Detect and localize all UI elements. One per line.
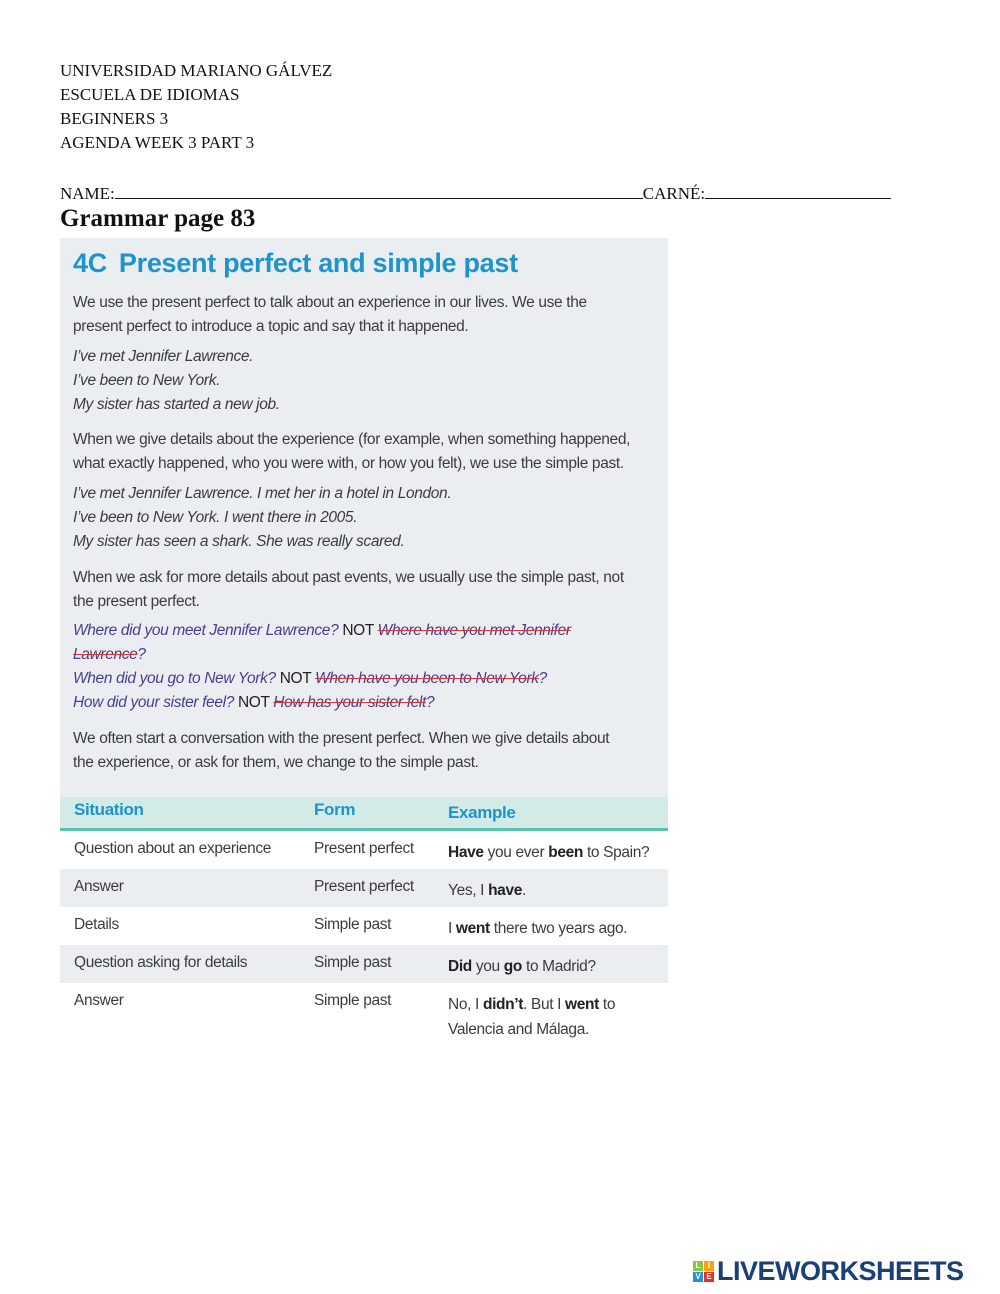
bold-verb: Have bbox=[448, 844, 484, 861]
agenda-title: AGENDA WEEK 3 PART 3 bbox=[60, 133, 255, 152]
cell-example bbox=[448, 916, 627, 941]
unit-number: 4C bbox=[73, 248, 107, 278]
example-text: to Madrid? bbox=[522, 958, 596, 975]
example-text: . bbox=[522, 882, 526, 899]
table-header bbox=[60, 797, 668, 831]
example-sentence: I’ve met Jennifer Lawrence. I met her in a hotel in London. bbox=[73, 485, 452, 502]
bold-verb: have bbox=[488, 882, 522, 899]
example-text: there two years ago. bbox=[489, 920, 628, 937]
example-sentence: I’ve been to New York. I went there in 2005. bbox=[73, 509, 358, 526]
cell-example bbox=[448, 992, 615, 1042]
cell-form: Simple past bbox=[314, 992, 392, 1009]
paragraph-line: We often start a conversation with the present perfect. When we give details about bbox=[73, 730, 610, 747]
example-sentence: I’ve been to New York. bbox=[73, 372, 221, 389]
incorrect-question: How has your sister felt bbox=[273, 694, 426, 711]
example-text: Yes, I bbox=[448, 882, 489, 899]
correct-question: How did your sister feel? bbox=[73, 694, 234, 711]
name-carne-line bbox=[60, 181, 891, 204]
university-name: UNIVERSIDAD MARIANO GÁLVEZ bbox=[60, 61, 333, 80]
carne-label: CARNÉ: bbox=[642, 184, 706, 203]
bold-verb: went bbox=[565, 996, 599, 1013]
not-word: NOT bbox=[279, 670, 312, 687]
incorrect-question: Lawrence bbox=[73, 646, 138, 663]
example-text: you ever bbox=[483, 844, 549, 861]
name-field[interactable] bbox=[115, 181, 643, 199]
example-text: to Spain? bbox=[583, 844, 650, 861]
paragraph-line: the present perfect. bbox=[73, 593, 200, 610]
cell-situation: Details bbox=[74, 916, 119, 933]
example-text: to bbox=[598, 996, 616, 1013]
example-sentence: My sister has started a new job. bbox=[73, 396, 280, 413]
correct-question: Where did you meet Jennifer Lawrence? bbox=[73, 622, 339, 639]
cell-form: Present perfect bbox=[314, 878, 414, 895]
table-row bbox=[60, 831, 668, 869]
question-mark: ? bbox=[425, 694, 435, 711]
bold-verb: didn’t bbox=[482, 996, 524, 1013]
logo-text: LIVEWORKSHEETS bbox=[717, 1256, 964, 1286]
paragraph-line: When we give details about the experience (for example, when something happened, bbox=[73, 431, 631, 448]
column-header-situation: Situation bbox=[74, 800, 144, 819]
example-text: No, I bbox=[448, 996, 483, 1013]
paragraph-line: present perfect to introduce a topic and say that it happened. bbox=[73, 318, 469, 335]
cell-situation: Answer bbox=[74, 992, 124, 1009]
cell-form: Simple past bbox=[314, 916, 392, 933]
table-row bbox=[60, 945, 668, 983]
cell-example bbox=[448, 840, 649, 865]
question-mark: ? bbox=[538, 670, 547, 687]
paragraph-line: the experience, or ask for them, we change to the simple past. bbox=[73, 754, 479, 771]
table-row bbox=[60, 983, 668, 1047]
example-sentence: My sister has seen a shark. She was really scared. bbox=[73, 533, 405, 550]
cell-example bbox=[448, 878, 526, 903]
example-text: . But I bbox=[523, 996, 566, 1013]
logo-letter-tile: L bbox=[693, 1261, 703, 1271]
incorrect-question: When have you been to New York bbox=[315, 670, 539, 687]
incorrect-question: Where have you met Jennifer bbox=[377, 622, 571, 639]
logo-letter-tile: V bbox=[693, 1272, 703, 1282]
paragraph-line: When we ask for more details about past events, we usually use the simple past, not bbox=[73, 569, 624, 586]
example-text: you bbox=[471, 958, 504, 975]
logo-letter-tile: E bbox=[704, 1272, 714, 1282]
example-sentence: I’ve met Jennifer Lawrence. bbox=[73, 348, 254, 365]
paragraph-line: We use the present perfect to talk about an experience in our lives. We use the bbox=[73, 294, 587, 311]
column-header-example: Example bbox=[448, 803, 516, 822]
example-text: Valencia and Málaga. bbox=[448, 1021, 589, 1038]
contrast-example-cont bbox=[73, 643, 146, 668]
table-row bbox=[60, 869, 668, 907]
school-name: ESCUELA DE IDIOMAS bbox=[60, 85, 240, 104]
logo-letter-tile: I bbox=[704, 1261, 714, 1271]
contrast-example bbox=[73, 691, 434, 716]
cell-form: Simple past bbox=[314, 954, 392, 971]
example-text: I bbox=[448, 920, 456, 937]
paragraph-line: what exactly happened, who you were with, or how you felt), we use the simple past. bbox=[73, 455, 624, 472]
section-title: Grammar page 83 bbox=[60, 205, 256, 232]
contrast-example bbox=[73, 619, 571, 644]
bold-verb: went bbox=[455, 920, 490, 937]
contrast-example bbox=[73, 667, 547, 692]
carne-field[interactable] bbox=[705, 181, 891, 199]
cell-situation: Answer bbox=[74, 878, 124, 895]
cell-situation: Question about an experience bbox=[74, 840, 272, 857]
correct-question: When did you go to New York? bbox=[73, 670, 276, 687]
table-row bbox=[60, 907, 668, 945]
bold-verb: Did bbox=[448, 958, 472, 975]
cell-example bbox=[448, 954, 596, 979]
question-mark: ? bbox=[137, 646, 146, 663]
bold-verb: go bbox=[503, 958, 523, 975]
grammar-table bbox=[60, 797, 668, 1047]
bold-verb: been bbox=[548, 844, 583, 861]
grammar-heading: Present perfect and simple past bbox=[118, 248, 518, 278]
logo-icon bbox=[693, 1261, 714, 1282]
cell-form: Present perfect bbox=[314, 840, 414, 857]
name-label: NAME: bbox=[60, 184, 115, 203]
cell-situation: Question asking for details bbox=[74, 954, 248, 971]
not-word: NOT bbox=[237, 694, 270, 711]
not-word: NOT bbox=[342, 622, 374, 639]
course-level: BEGINNERS 3 bbox=[60, 109, 169, 128]
column-header-form: Form bbox=[314, 800, 356, 819]
liveworksheets-logo bbox=[693, 1256, 964, 1287]
grammar-title bbox=[73, 248, 518, 279]
grammar-panel bbox=[60, 238, 668, 1043]
